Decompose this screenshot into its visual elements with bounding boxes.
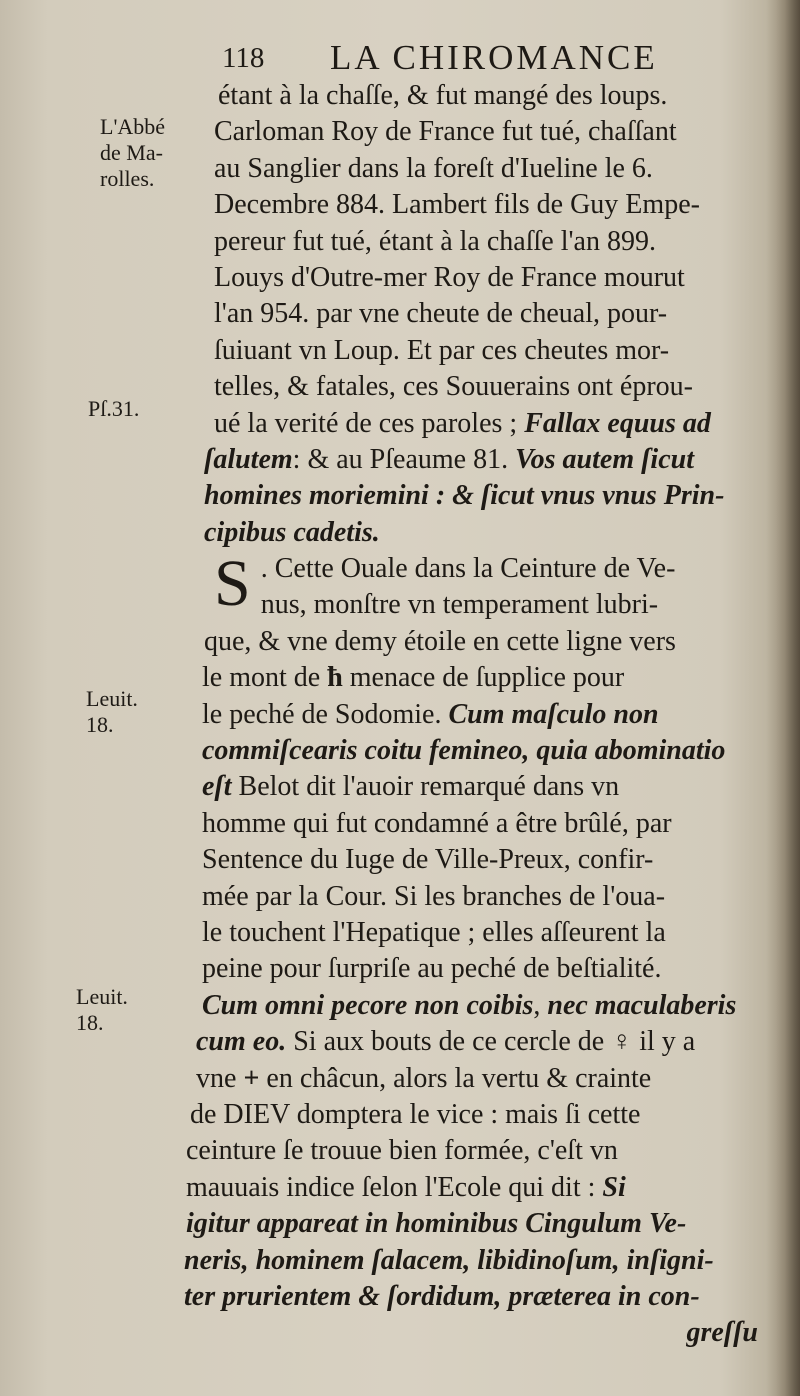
text-line: Carloman Roy de France fut tué, chaſſant	[214, 116, 677, 148]
text-line: au Sanglier dans la foreſt d'Iueline le 6.	[214, 152, 653, 184]
margin-note-line: 18.	[76, 1010, 104, 1035]
text-line: Decembre 884. Lambert fils de Guy Empe-	[214, 189, 700, 221]
margin-note-line: Leuit.	[76, 984, 128, 1009]
text-line: le touchent l'Hepatique ; elles aſſeurent la	[202, 916, 666, 948]
margin-note-leviticus-2	[76, 984, 128, 1036]
margin-note-line: rolles.	[100, 166, 155, 191]
text-line: homines moriemini : & ſicut vnus vnus Prin-	[204, 480, 725, 512]
margin-note-line: 18.	[86, 712, 114, 737]
text-line: que, & vne demy étoile en cette ligne vers	[204, 625, 676, 657]
text-line: commiſcearis coitu femineo, quia abominatio	[202, 735, 726, 767]
text-line: ué la verité de ces paroles ; Fallax equus ad	[214, 407, 711, 439]
text-line: eſt Belot dit l'auoir remarqué dans vn	[202, 771, 620, 803]
margin-note-line: Leuit.	[86, 686, 138, 711]
text-line: mée par la Cour. Si les branches de l'oua-	[202, 880, 666, 912]
margin-note-line: Pſ.31.	[88, 396, 140, 421]
running-title: LA CHIROMANCE	[330, 38, 658, 77]
text-line: le peché de Sodomie. Cum maſculo non	[202, 698, 659, 730]
text-line: peine pour ſurpriſe au peché de beſtialité.	[202, 953, 662, 985]
text-line: ſalutem: & au Pſeaume 81. Vos autem ſicut	[204, 443, 694, 475]
margin-note-abbe-marolles	[100, 114, 165, 192]
margin-note-leviticus-1	[86, 686, 138, 738]
margin-note-psalm	[88, 396, 139, 422]
drop-cap: S	[214, 547, 251, 621]
text-line: Louys d'Outre-mer Roy de France mourut	[214, 261, 685, 293]
text-line: vne + en châcun, alors la vertu & crainte	[196, 1062, 652, 1094]
text-line: Sentence du Iuge de Ville-Preux, confir-	[202, 844, 654, 876]
text-line: neris, hominem ſalacem, libidinoſum, inſigni-	[184, 1244, 714, 1276]
text-line: pereur fut tué, étant à la chaſſe l'an 899.	[214, 225, 656, 257]
page-number: 118	[222, 42, 265, 74]
text-line: ter prurientem & ſordidum, præterea in con-	[184, 1280, 700, 1312]
text-line: étant à la chaſſe, & fut mangé des loups.	[218, 80, 668, 111]
text-line: igitur appareat in hominibus Cingulum Ve-	[186, 1208, 687, 1240]
body-text	[184, 78, 774, 1352]
text-line: l'an 954. par vne cheute de cheual, pour-	[214, 298, 668, 330]
text-line: ſuiuant vn Loup. Et par ces cheutes mor-	[214, 334, 670, 366]
text-line: telles, & fatales, ces Souuerains ont éprou-	[214, 371, 693, 403]
catchword: greſſu	[686, 1317, 758, 1349]
text-line: mauuais indice ſelon l'Ecole qui dit : Si	[186, 1171, 626, 1203]
venus-symbol-icon: ♀	[611, 1026, 633, 1058]
text-line: homme qui fut condamné a être brûlé, par	[202, 807, 672, 839]
text-line: nus, monſtre vn temperament lubri-	[260, 589, 659, 621]
text-line: ceinture ſe trouue bien formée, c'eſt vn	[186, 1135, 618, 1167]
cross-symbol-icon: +	[243, 1062, 260, 1094]
text-line: le mont de ħ menace de ſupplice pour	[202, 662, 625, 694]
saturn-symbol-icon: ħ	[327, 662, 343, 694]
text-line: Cum omni pecore non coibis, nec maculaberis	[202, 989, 737, 1021]
text-line: cum eo. Si aux bouts de ce cercle de ♀ il y a	[196, 1026, 696, 1058]
text-line: cipibus cadetis.	[204, 516, 380, 548]
margin-note-line: L'Abbé	[100, 114, 166, 139]
text-line: . Cette Ouale dans la Ceinture de Ve-	[260, 553, 676, 585]
margin-note-line: de Ma-	[100, 140, 163, 165]
paragraph-dropcap	[184, 547, 774, 624]
text-line: de DIEV domptera le vice : mais ſi cette	[190, 1098, 641, 1130]
